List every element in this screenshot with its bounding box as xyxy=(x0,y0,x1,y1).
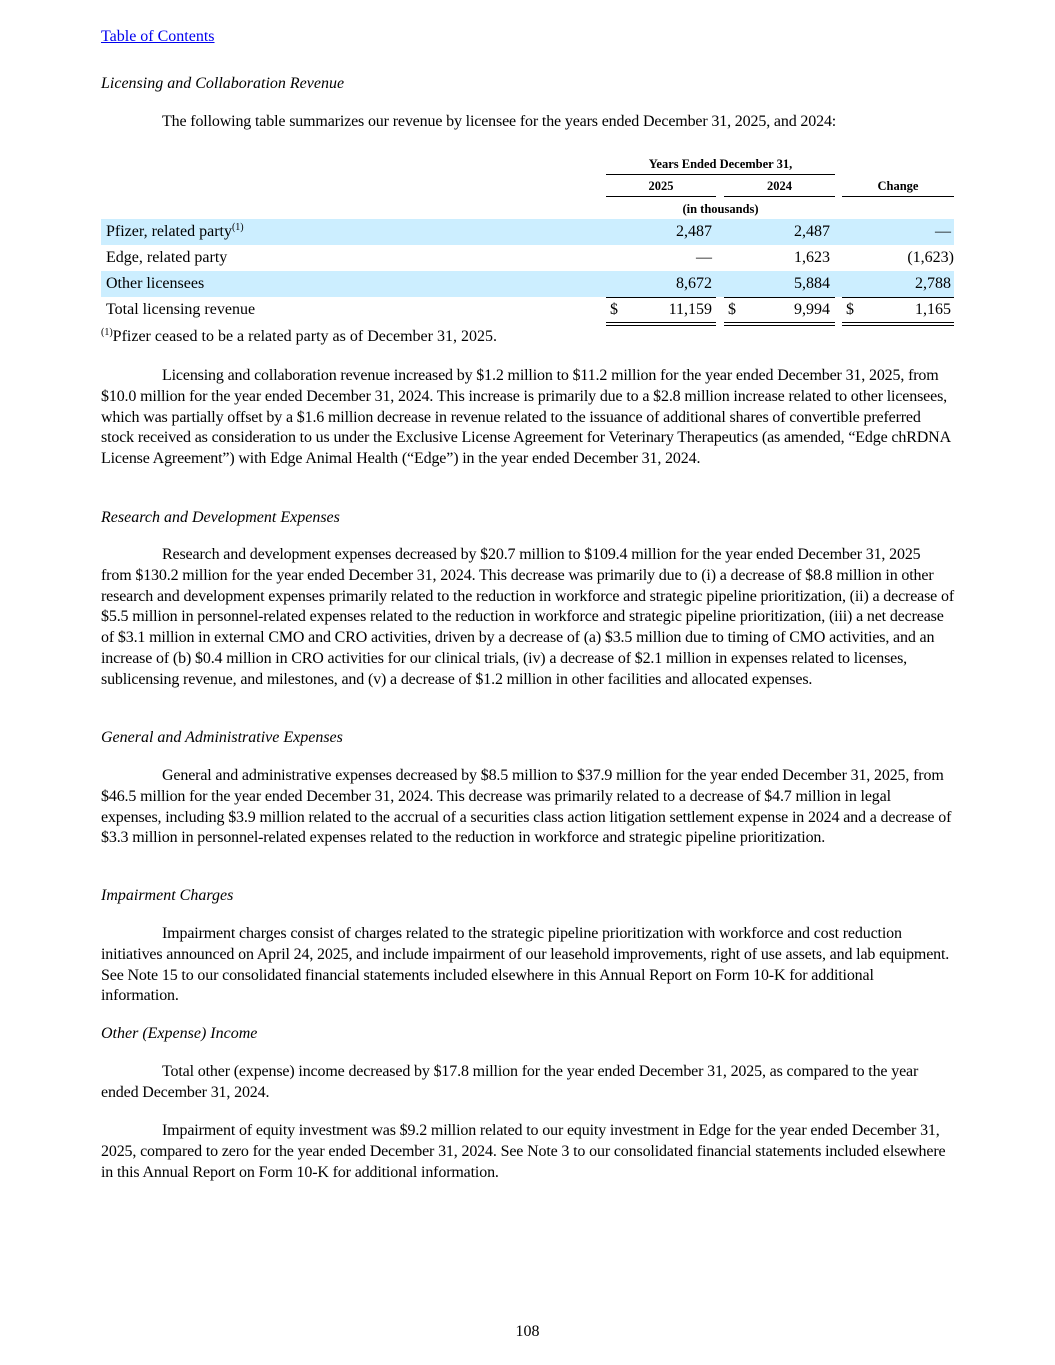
total-2025: $ 11,159 xyxy=(606,297,712,323)
double-rule xyxy=(606,322,716,326)
value-2025: 8,672 xyxy=(676,275,712,292)
total-change: $ 1,165 xyxy=(842,297,951,323)
currency-symbol: $ xyxy=(610,301,618,318)
other-income-body-2: Impairment of equity investment was $9.2 million related to our equity investment in Edge for the year ended December 31, 2025, compared to zero for the year ended December 31, 2024. See Note 3 to our consolidated financial statements included elsewhere in this Annual Report on Form 10-K for additional information. xyxy=(101,1122,946,1181)
value-change: — xyxy=(935,223,951,240)
row-label: Edge, related party xyxy=(106,249,228,266)
column-header-2024: 2024 xyxy=(724,179,835,197)
rnd-heading: Research and Development Expenses xyxy=(101,509,340,526)
currency-symbol: $ xyxy=(728,301,736,318)
row-label: Pfizer, related party$^{(1)}$ xyxy=(106,222,244,240)
value-2024: 2,487 xyxy=(794,223,830,240)
table-row xyxy=(101,245,954,271)
value-2025: — xyxy=(696,249,712,266)
double-rule xyxy=(842,322,954,326)
column-header-change: Change xyxy=(842,179,954,197)
footnote-marker: (1) xyxy=(101,327,113,338)
table-footnote: $^{(1)}$Pfizer ceased to be a related party as of December 31, 2025. xyxy=(101,327,497,345)
impairment-body: Impairment charges consist of charges related to the strategic pipeline prioritization with workforce and cost reduction initiatives announced on April 24, 2025, and include impairment of our leasehold improvements, right of use assets, and lab equipment. See Note 15 to our consolidated financial statements included elsewhere in this Annual Report on Form 10-K for additional information. xyxy=(101,925,950,1005)
table-total-row xyxy=(101,297,954,323)
row-label: Total licensing revenue xyxy=(106,301,256,318)
table-row xyxy=(101,219,954,245)
table-of-contents-link[interactable]: Table of Contents xyxy=(101,28,215,45)
licensing-heading: Licensing and Collaboration Revenue xyxy=(101,75,345,92)
gna-heading: General and Administrative Expenses xyxy=(101,729,343,746)
licensing-intro: The following table summarizes our revenue by licensee for the years ended December 31, 2025, and 2024: xyxy=(162,113,837,130)
column-header-2025: 2025 xyxy=(606,179,716,197)
impairment-heading: Impairment Charges xyxy=(101,887,234,904)
page-number: 108 xyxy=(515,1323,540,1340)
footnote-ref: (1) xyxy=(231,222,244,233)
value-change: 2,788 xyxy=(915,275,951,292)
value-2024: 1,623 xyxy=(794,249,830,266)
total-2024: $ 9,994 xyxy=(724,297,830,323)
other-income-heading: Other (Expense) Income xyxy=(101,1025,258,1042)
value-2024: 5,884 xyxy=(794,275,830,292)
row-label: Other licensees xyxy=(106,275,205,292)
licensing-analysis: Licensing and collaboration revenue increased by $1.2 million to $11.2 million for the year ended December 31, 2025, from $10.0 million for the year ended December 31, 2024. This increase is primarily due to a $2.8 million increase related to other licensees, which was partially offset by a $1.6 million decrease in revenue related to the issuance of additional shares of convertible preferred stock received as consideration to us under the Exclusive License Agreement for Veterinary Therapeutics (as amended, “Edge chRDNA License Agreement”) with Edge Animal Health (“Edge”) in the year ended December 31, 2024. xyxy=(101,367,951,468)
value-2025: 2,487 xyxy=(676,223,712,240)
gna-body: General and administrative expenses decreased by $8.5 million to $37.9 million for the year ended December 31, 2025, from $46.5 million for the year ended December 31, 2024. This decrease was primarily related to a decrease of $4.7 million in legal expenses, including $3.9 million related to the accrual of a securities class action litigation settlement expense in 2024 and a decrease of $3.3 million in personnel-related expenses related to the reduction in workforce and strategic pipeline prioritization. xyxy=(101,767,952,847)
value-change: (1,623) xyxy=(907,249,954,266)
other-income-body-1: Total other (expense) income decreased by $17.8 million for the year ended December 31, 2025, as compared to the year ended December 31, 2024. xyxy=(101,1063,919,1101)
table-row xyxy=(101,271,954,297)
double-rule xyxy=(724,322,835,326)
table-units: (in thousands) xyxy=(682,202,759,216)
rnd-body: Research and development expenses decreased by $20.7 million to $109.4 million for the year ended December 31, 2025 from $130.2 million for the year ended December 31, 2024. This decrease was primarily due to (i) a decrease of $8.8 million in other research and development expenses primarily related to the reduction in workforce and strategic pipeline prioritization, (ii) a decrease of $5.5 million in personnel-related expenses related to the reduction in workforce and strategic pipeline prioritization, (iii) a net decrease of $3.1 million in external CMO and CRO activities, driven by a decrease of (a) $3.5 million due to timing of CMO activities, and an increase of (b) $0.4 million in CRO activities for our clinical trials, (iv) a decrease of $2.1 million in expenses related to licenses, sublicensing revenue, and milestones, and (v) a decrease of $1.2 million in other facilities and allocated expenses. xyxy=(101,546,955,688)
table-group-header: Years Ended December 31, xyxy=(606,157,835,175)
currency-symbol: $ xyxy=(846,301,854,318)
